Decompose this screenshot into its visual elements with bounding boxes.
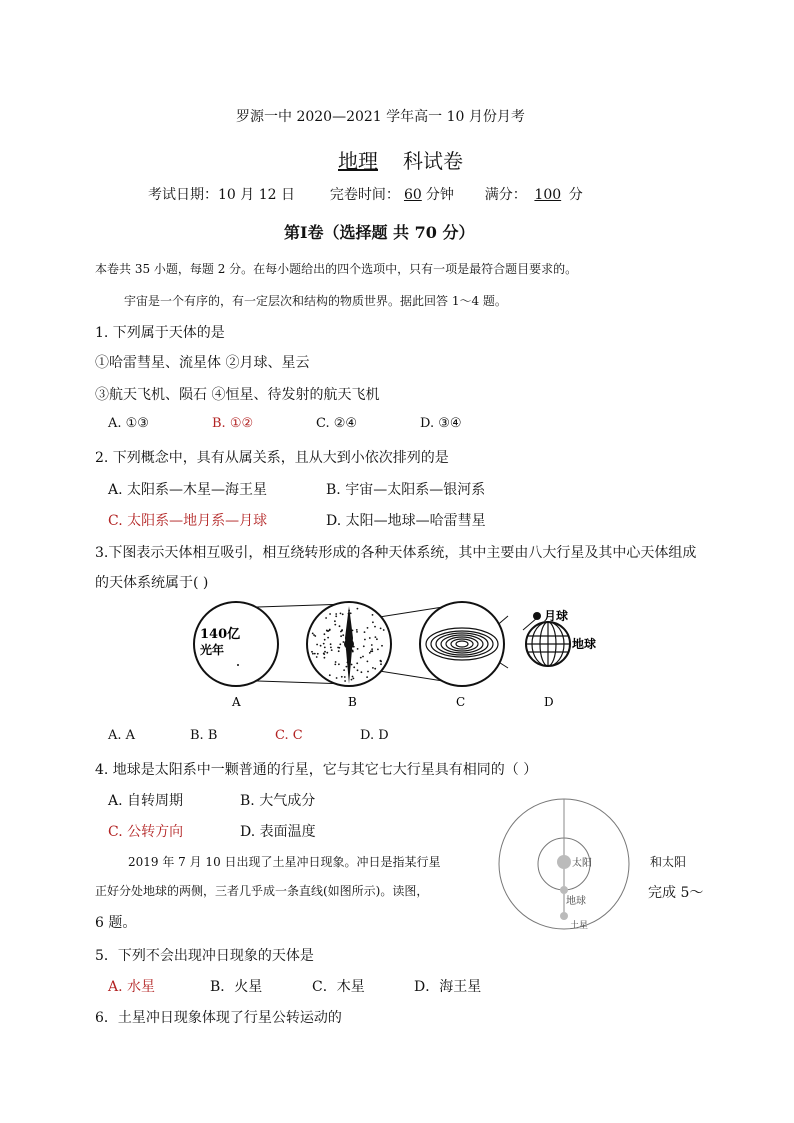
q1-stem: 1. 下列属于天体的是 [95,325,225,341]
star-dot [370,651,372,653]
duration-label: 完卷时间： [329,187,400,203]
star-dot [380,660,382,662]
star-dot [335,615,337,617]
sun-label: 太阳 [572,858,592,869]
subject-title [313,145,463,174]
star-dot [324,651,326,653]
q3-stem-line-1: 3.下图表示天体相互吸引，相互绕转形成的各种天体系统，其中主要由八大行星及其中心天体组成 [95,545,697,561]
figure-label-d: D [544,695,554,708]
star-dot [326,630,328,632]
q2-option-a: A. 太阳系—木星—海王星 [108,482,268,498]
section-title: 第Ⅰ卷（选择题 共 70 分） [284,223,475,242]
star-dot [329,629,331,631]
q3-option-a: A. A [108,728,136,743]
star-dot [381,645,383,647]
star-dot [313,634,315,636]
q2-stem: 2. 下列概念中，具有从属关系，且从大到小依次排列的是 [95,450,449,466]
star-dot [334,624,336,626]
star-dot [375,636,377,638]
star-dot [374,626,376,628]
star-dot [329,613,331,615]
star-dot [344,676,346,678]
star-dot [352,676,354,678]
star-dot [366,676,368,678]
star-dot [338,663,340,665]
q5-option-d: D．海王星 [414,979,482,995]
q5-option-a: A. 水星 [108,979,156,995]
star-dot [351,679,353,681]
star-dot [311,651,313,653]
star-dot [341,629,343,631]
figure-label-a: A [232,695,241,708]
star-dot [341,676,343,678]
star-dot [331,649,333,651]
star-dot [353,666,355,668]
star-dot [360,657,362,659]
star-dot [324,657,326,659]
q1-option-c: C. ②④ [316,416,358,431]
star-dot [329,674,331,676]
star-dot [338,650,340,652]
q1-option-b: B. ①② [212,416,254,431]
section-instructions: 本卷共 35 小题，每题 2 分。在每小题给出的四个选项中，只有一项是最符合题目要求的。 [95,262,578,276]
star-dot [324,633,326,635]
star-dot [371,648,373,650]
star-dot [312,633,314,635]
lead-in-text: 宇宙是一个有序的，有一定层次和结构的物质世界。据此回答 1～4 题。 [124,294,507,308]
star-dot [340,613,342,615]
star-dot [367,661,369,663]
star-dot [340,635,342,637]
star-dot [369,652,371,654]
star-dot [335,613,337,615]
star-dot [316,644,318,646]
star-dot [330,647,332,649]
q2-option-d: D. 太阳—地球—哈雷彗星 [326,513,486,529]
q3-option-c: C. C [275,728,303,743]
star-dot [346,666,348,668]
star-dot [362,656,364,658]
q56-intro-line-1: 2019 年 7 月 10 日出现了土星冲日现象。冲日是指某行星 [128,855,441,869]
universe-label-1: 140亿 [200,627,241,642]
star-dot [374,668,376,670]
q56-intro-line-2: 正好分处地球的两侧，三者几乎成一条直线(如图所示)。读图， [95,884,429,898]
star-dot [357,669,359,671]
q5-option-b: B．火星 [210,979,263,995]
star-dot [367,627,369,629]
star-dot [342,613,344,615]
star-dot [343,669,345,671]
galaxy-core [344,639,354,649]
q56-intro-line-2-tail: 完成 5～ [648,885,704,901]
q2-option-b: B. 宇宙—太阳系—银河系 [326,482,486,498]
star-dot [377,649,379,651]
universe-dot [237,664,239,666]
moon-label: 月球 [544,609,569,623]
q2-option-c: C. 太阳系—地月系—月球 [108,513,268,529]
star-dot [335,661,337,663]
sun-dot [557,855,571,869]
star-dot [357,648,359,650]
q1-line-a: ①哈雷彗星、流星体 ②月球、星云 [95,355,310,371]
q3-stem-line-2: 的天体系统属于( ) [95,575,209,591]
star-dot [326,652,328,654]
star-dot [372,621,374,623]
star-dot [361,671,363,673]
saturn-opposition-figure [496,796,636,936]
star-dot [334,664,336,666]
star-dot [356,629,358,631]
earth-label: 地球 [572,637,597,651]
star-dot [327,637,329,639]
star-dot [350,612,352,614]
universe-label-2: 光年 [200,643,225,657]
solar-system-circle [420,602,504,686]
score-unit: 分 [568,187,583,203]
star-dot [371,644,373,646]
star-dot [340,631,342,633]
duration-value: 60 [403,187,422,203]
q1-line-b: ③航天飞机、陨石 ④恒星、待发射的航天飞机 [95,387,380,403]
earth-dot [560,886,568,894]
star-dot [357,608,359,610]
star-dot [356,662,358,664]
star-dot [339,643,341,645]
exam-info-line [148,184,583,204]
star-dot [372,614,374,616]
star-dot [380,663,382,665]
star-dot [325,617,327,619]
duration-unit: 分钟 [425,187,454,203]
star-dot [353,678,355,680]
score-value: 100 [534,187,562,203]
star-dot [380,628,382,630]
q4-option-c: C. 公转方向 [108,824,184,840]
star-dot [383,629,385,631]
star-dot [339,625,341,627]
subject-suffix: 科试卷 [403,149,463,173]
star-dot [312,653,314,655]
star-dot [343,641,345,643]
q3-option-b: B. B [190,728,218,743]
q4-option-d: D. 表面温度 [240,824,316,840]
star-dot [364,639,366,641]
star-dot [324,647,326,649]
q4-option-b: B. 大气成分 [240,793,316,809]
q1-option-d: D. ③④ [420,416,462,431]
figure-label-b: B [348,695,357,708]
figure-label-c: C [456,695,466,708]
star-dot [338,647,340,649]
star-dot [334,620,336,622]
q5-option-c: C．木星 [312,979,365,995]
school-exam-title: 罗源一中 2020—2021 学年高一 10 月份月考 [236,109,525,125]
q1-option-a: A. ①③ [108,416,149,431]
star-dot [316,656,318,658]
star-dot [336,677,338,679]
star-dot [320,645,322,647]
saturn-dot [560,912,568,920]
star-dot [314,653,316,655]
q56-intro-line-1-tail: 和太阳 [650,855,687,869]
q4-option-a: A. 自转周期 [108,793,184,809]
score-label: 满分： [484,187,527,203]
earth-label: 地球 [566,896,586,907]
star-dot [363,645,365,647]
q56-intro-line-3: 6 题。 [95,915,137,931]
star-dot [376,638,378,640]
star-dot [324,639,326,641]
q3-option-d: D. D [360,728,389,743]
star-dot [330,643,332,645]
exam-date: 考试日期：10 月 12 日 [148,187,295,203]
star-dot [367,671,369,673]
star-dot [323,653,325,655]
star-dot [364,631,366,633]
star-dot [356,631,358,633]
star-dot [342,634,344,636]
star-dot [344,680,346,682]
q6-stem: 6．土星冲日现象体现了行星公转运动的 [95,1010,342,1026]
star-dot [351,664,353,666]
subject-name: 地理 [338,149,378,173]
star-dot [372,667,374,669]
star-dot [317,653,319,655]
star-dot [369,637,371,639]
celestial-systems-figure [190,598,610,708]
q4-stem: 4. 地球是太阳系中一颗普通的行星，它与其它七大行星具有相同的（ ） [95,762,538,778]
saturn-label: 土星 [570,921,589,931]
moon-dot [533,612,541,620]
star-dot [323,643,325,645]
q5-stem: 5．下列不会出现冲日现象的天体是 [95,948,314,964]
